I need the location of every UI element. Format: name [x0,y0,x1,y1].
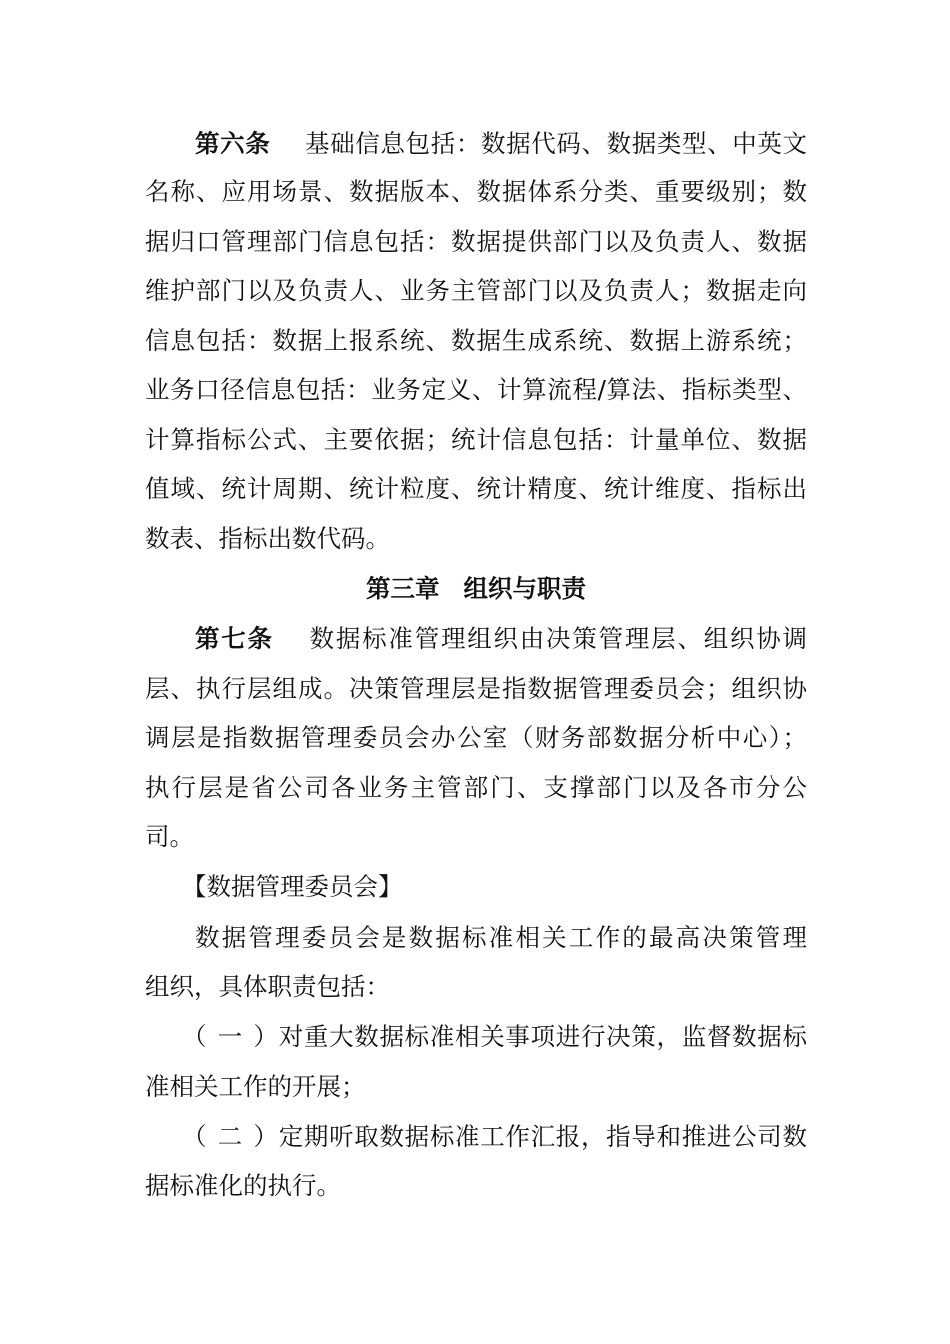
article7-line-4: 执行层是省公司各业务主管部门、支撑部门以及各市分公 [145,773,807,802]
committee-item2-line-1 [182,1119,807,1155]
article6-label: 第六条 [195,129,271,158]
committee-intro-line-1: 数据管理委员会是数据标准相关工作的最高决策管理 [195,923,807,952]
item1-number: （一） [182,1022,278,1051]
article7-label: 第七条 [195,624,274,653]
article7-line-1 [195,621,807,657]
committee-item1-line-2: 准相关工作的开展； [145,1072,366,1101]
committee-heading: 【数据管理委员会】 [182,872,403,901]
article7-line-5: 司。 [145,822,194,851]
committee-intro-line-2: 组织，具体职责包括： [145,972,390,1001]
item2-text-1: 定期听取数据标准工作汇报，指导和推进公司数 [278,1122,807,1151]
article6-line-7: 计算指标公式、主要依据；统计信息包括：计量单位、数据 [145,425,807,454]
chapter-label: 第三章 [366,574,440,603]
article7-line-2: 层、执行层组成。决策管理层是指数据管理委员会；组织协 [145,674,807,703]
article6-line-5: 信息包括：数据上报系统、数据生成系统、数据上游系统； [145,326,807,355]
chapter-title: 组织与职责 [463,574,586,603]
article6-line-6: 业务口径信息包括：业务定义、计算流程/算法、指标类型、 [145,375,807,404]
article7-line-3: 调层是指数据管理委员会办公室（财务部数据分析中心）； [145,723,807,752]
article6-line-8: 值域、统计周期、统计粒度、统计精度、统计维度、指标出 [145,474,807,503]
article6-line-4: 维护部门以及负责人、业务主管部门以及负责人；数据走向 [145,276,807,305]
article6-line-9: 数表、指标出数代码。 [145,524,390,553]
article6-text-1: 基础信息包括：数据代码、数据类型、中英文 [304,129,808,158]
committee-item2-line-2: 据标准化的执行。 [145,1171,341,1200]
chapter-heading [145,571,807,607]
article6-line-3: 据归口管理部门信息包括：数据提供部门以及负责人、数据 [145,227,807,256]
committee-item1-line-1 [182,1019,807,1055]
item1-text-1: 对重大数据标准相关事项进行决策，监督数据标 [278,1022,807,1051]
article7-text-1: 数据标准管理组织由决策管理层、组织协调 [307,624,808,653]
item2-number: （二） [182,1122,278,1151]
article6-line-2: 名称、应用场景、数据版本、数据体系分类、重要级别；数 [145,177,807,206]
article6-line-1 [195,126,807,162]
